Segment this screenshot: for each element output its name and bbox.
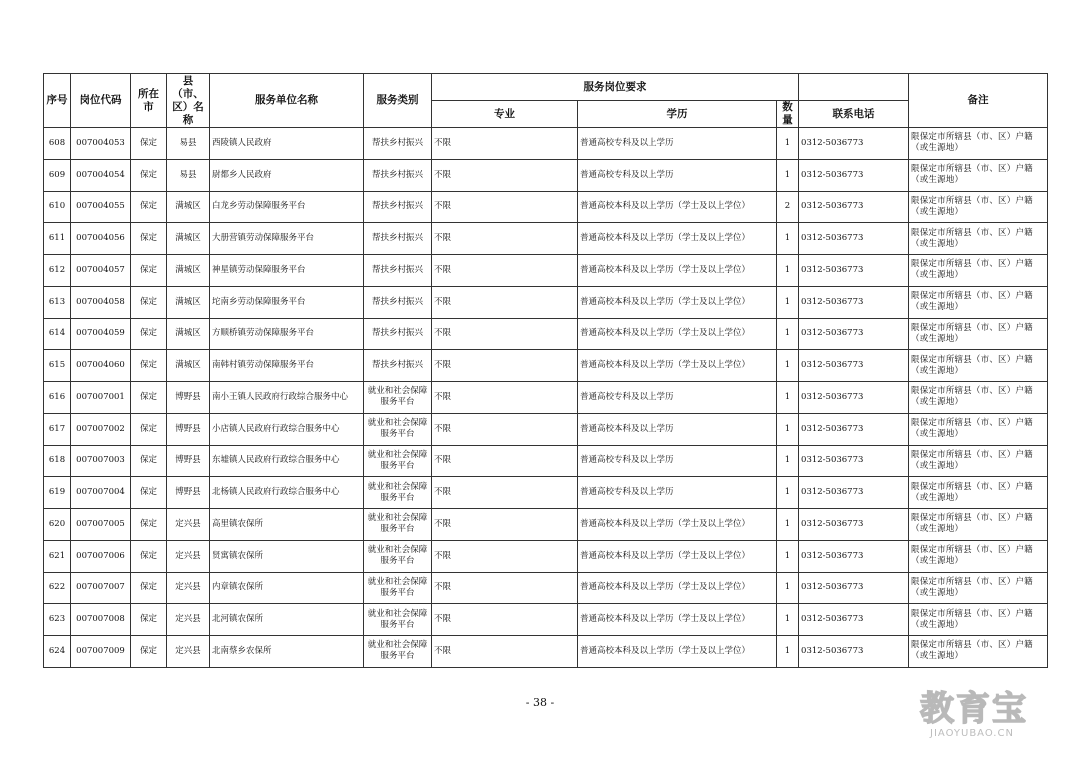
cell-phone: 0312-5036773 <box>799 445 909 477</box>
cell-remarks: 限保定市所辖县（市、区）户籍（或生源地） <box>909 477 1048 509</box>
page-number: - 38 - <box>525 696 555 709</box>
cell-unit: 方顺桥镇劳动保障服务平台 <box>210 318 364 350</box>
cell-county: 满城区 <box>167 255 210 287</box>
cell-phone: 0312-5036773 <box>799 191 909 223</box>
cell-major: 不限 <box>432 477 578 509</box>
cell-phone: 0312-5036773 <box>799 350 909 382</box>
table-row <box>44 159 1048 191</box>
cell-quantity: 1 <box>777 572 799 604</box>
table-row <box>44 382 1048 414</box>
cell-major: 不限 <box>432 540 578 572</box>
cell-city: 保定 <box>131 223 167 255</box>
cell-education: 普通高校本科及以上学历（学士及以上学位） <box>578 540 777 572</box>
header-remarks: 备注 <box>909 74 1048 128</box>
cell-remarks: 限保定市所辖县（市、区）户籍（或生源地） <box>909 382 1048 414</box>
cell-seq: 612 <box>44 255 71 287</box>
cell-unit: 西陵镇人民政府 <box>210 128 364 160</box>
cell-quantity: 1 <box>777 509 799 541</box>
cell-education: 普通高校本科及以上学历（学士及以上学位） <box>578 350 777 382</box>
cell-city: 保定 <box>131 128 167 160</box>
cell-city: 保定 <box>131 636 167 668</box>
table-row <box>44 540 1048 572</box>
cell-phone: 0312-5036773 <box>799 604 909 636</box>
cell-unit: 小店镇人民政府行政综合服务中心 <box>210 413 364 445</box>
cell-remarks: 限保定市所辖县（市、区）户籍（或生源地） <box>909 191 1048 223</box>
cell-remarks: 限保定市所辖县（市、区）户籍（或生源地） <box>909 572 1048 604</box>
cell-quantity: 1 <box>777 636 799 668</box>
cell-county: 易县 <box>167 128 210 160</box>
cell-remarks: 限保定市所辖县（市、区）户籍（或生源地） <box>909 286 1048 318</box>
header-major: 专业 <box>432 101 578 128</box>
cell-major: 不限 <box>432 509 578 541</box>
cell-category: 就业和社会保障服务平台 <box>364 572 432 604</box>
cell-unit: 南韩村镇劳动保障服务平台 <box>210 350 364 382</box>
cell-education: 普通高校专科及以上学历 <box>578 159 777 191</box>
cell-major: 不限 <box>432 223 578 255</box>
cell-seq: 619 <box>44 477 71 509</box>
cell-quantity: 2 <box>777 191 799 223</box>
cell-code: 007004054 <box>71 159 131 191</box>
table-row <box>44 477 1048 509</box>
cell-city: 保定 <box>131 572 167 604</box>
cell-city: 保定 <box>131 509 167 541</box>
cell-phone: 0312-5036773 <box>799 382 909 414</box>
cell-category: 就业和社会保障服务平台 <box>364 445 432 477</box>
cell-seq: 608 <box>44 128 71 160</box>
cell-unit: 南小王镇人民政府行政综合服务中心 <box>210 382 364 414</box>
cell-education: 普通高校本科及以上学历（学士及以上学位） <box>578 223 777 255</box>
cell-seq: 615 <box>44 350 71 382</box>
cell-category: 帮扶乡村振兴 <box>364 318 432 350</box>
cell-code: 007007004 <box>71 477 131 509</box>
header-quantity: 数量 <box>777 101 799 128</box>
cell-education: 普通高校本科及以上学历（学士及以上学位） <box>578 191 777 223</box>
cell-phone: 0312-5036773 <box>799 223 909 255</box>
cell-code: 007004059 <box>71 318 131 350</box>
cell-phone: 0312-5036773 <box>799 572 909 604</box>
cell-county: 满城区 <box>167 223 210 255</box>
cell-remarks: 限保定市所辖县（市、区）户籍（或生源地） <box>909 350 1048 382</box>
cell-quantity: 1 <box>777 128 799 160</box>
cell-education: 普通高校专科及以上学历 <box>578 445 777 477</box>
table-row <box>44 509 1048 541</box>
cell-code: 007007001 <box>71 382 131 414</box>
cell-major: 不限 <box>432 413 578 445</box>
recruitment-table <box>43 73 1048 668</box>
cell-code: 007007005 <box>71 509 131 541</box>
cell-remarks: 限保定市所辖县（市、区）户籍（或生源地） <box>909 159 1048 191</box>
cell-remarks: 限保定市所辖县（市、区）户籍（或生源地） <box>909 318 1048 350</box>
cell-seq: 622 <box>44 572 71 604</box>
cell-county: 定兴县 <box>167 636 210 668</box>
cell-remarks: 限保定市所辖县（市、区）户籍（或生源地） <box>909 413 1048 445</box>
cell-education: 普通高校本科及以上学历（学士及以上学位） <box>578 286 777 318</box>
cell-seq: 610 <box>44 191 71 223</box>
table-row <box>44 128 1048 160</box>
cell-city: 保定 <box>131 286 167 318</box>
cell-city: 保定 <box>131 540 167 572</box>
table-body <box>44 128 1048 668</box>
cell-category: 就业和社会保障服务平台 <box>364 413 432 445</box>
cell-education: 普通高校本科及以上学历 <box>578 413 777 445</box>
cell-phone: 0312-5036773 <box>799 413 909 445</box>
cell-city: 保定 <box>131 413 167 445</box>
cell-quantity: 1 <box>777 540 799 572</box>
cell-phone: 0312-5036773 <box>799 540 909 572</box>
cell-city: 保定 <box>131 445 167 477</box>
cell-code: 007004053 <box>71 128 131 160</box>
watermark-text: 教育宝 <box>920 689 1028 729</box>
cell-code: 007004060 <box>71 350 131 382</box>
cell-phone: 0312-5036773 <box>799 128 909 160</box>
cell-unit: 北南蔡乡农保所 <box>210 636 364 668</box>
table-row <box>44 636 1048 668</box>
cell-quantity: 1 <box>777 413 799 445</box>
cell-category: 帮扶乡村振兴 <box>364 350 432 382</box>
cell-code: 007007009 <box>71 636 131 668</box>
header-city: 所在市 <box>131 74 167 128</box>
cell-city: 保定 <box>131 604 167 636</box>
cell-quantity: 1 <box>777 350 799 382</box>
cell-quantity: 1 <box>777 255 799 287</box>
cell-county: 满城区 <box>167 318 210 350</box>
cell-seq: 614 <box>44 318 71 350</box>
cell-code: 007007008 <box>71 604 131 636</box>
cell-code: 007007007 <box>71 572 131 604</box>
cell-seq: 616 <box>44 382 71 414</box>
cell-quantity: 1 <box>777 286 799 318</box>
cell-quantity: 1 <box>777 318 799 350</box>
table-row <box>44 223 1048 255</box>
cell-county: 定兴县 <box>167 572 210 604</box>
cell-city: 保定 <box>131 255 167 287</box>
cell-city: 保定 <box>131 382 167 414</box>
cell-education: 普通高校本科及以上学历（学士及以上学位） <box>578 604 777 636</box>
cell-major: 不限 <box>432 286 578 318</box>
cell-education: 普通高校专科及以上学历 <box>578 382 777 414</box>
header-requirements: 服务岗位要求 <box>432 74 799 101</box>
cell-seq: 624 <box>44 636 71 668</box>
cell-category: 就业和社会保障服务平台 <box>364 477 432 509</box>
cell-phone: 0312-5036773 <box>799 159 909 191</box>
cell-unit: 贤寓镇农保所 <box>210 540 364 572</box>
cell-category: 就业和社会保障服务平台 <box>364 540 432 572</box>
table-row <box>44 445 1048 477</box>
cell-category: 就业和社会保障服务平台 <box>364 636 432 668</box>
header-unit: 服务单位名称 <box>210 74 364 128</box>
header-education: 学历 <box>578 101 777 128</box>
cell-category: 就业和社会保障服务平台 <box>364 382 432 414</box>
cell-seq: 617 <box>44 413 71 445</box>
table-row <box>44 572 1048 604</box>
cell-major: 不限 <box>432 191 578 223</box>
header-seq: 序号 <box>44 74 71 128</box>
cell-unit: 尉都乡人民政府 <box>210 159 364 191</box>
cell-quantity: 1 <box>777 159 799 191</box>
cell-major: 不限 <box>432 604 578 636</box>
cell-code: 007004055 <box>71 191 131 223</box>
cell-quantity: 1 <box>777 223 799 255</box>
cell-county: 博野县 <box>167 413 210 445</box>
header-category: 服务类别 <box>364 74 432 128</box>
cell-education: 普通高校本科及以上学历（学士及以上学位） <box>578 636 777 668</box>
cell-unit: 白龙乡劳动保障服务平台 <box>210 191 364 223</box>
cell-education: 普通高校本科及以上学历（学士及以上学位） <box>578 509 777 541</box>
table-row <box>44 318 1048 350</box>
cell-education: 普通高校本科及以上学历（学士及以上学位） <box>578 572 777 604</box>
cell-city: 保定 <box>131 191 167 223</box>
cell-remarks: 限保定市所辖县（市、区）户籍（或生源地） <box>909 223 1048 255</box>
table-row <box>44 350 1048 382</box>
cell-unit: 北杨镇人民政府行政综合服务中心 <box>210 477 364 509</box>
cell-phone: 0312-5036773 <box>799 286 909 318</box>
cell-code: 007007003 <box>71 445 131 477</box>
cell-phone: 0312-5036773 <box>799 509 909 541</box>
cell-category: 帮扶乡村振兴 <box>364 191 432 223</box>
table-header <box>44 74 1048 128</box>
cell-phone: 0312-5036773 <box>799 477 909 509</box>
cell-city: 保定 <box>131 350 167 382</box>
cell-remarks: 限保定市所辖县（市、区）户籍（或生源地） <box>909 509 1048 541</box>
cell-unit: 坨南乡劳动保障服务平台 <box>210 286 364 318</box>
header-county: 县（市、区）名称 <box>167 74 210 128</box>
cell-remarks: 限保定市所辖县（市、区）户籍（或生源地） <box>909 255 1048 287</box>
cell-county: 满城区 <box>167 286 210 318</box>
cell-seq: 611 <box>44 223 71 255</box>
cell-county: 博野县 <box>167 445 210 477</box>
cell-seq: 621 <box>44 540 71 572</box>
header-phone-top <box>799 74 909 101</box>
cell-category: 就业和社会保障服务平台 <box>364 509 432 541</box>
table-row <box>44 604 1048 636</box>
cell-major: 不限 <box>432 159 578 191</box>
cell-remarks: 限保定市所辖县（市、区）户籍（或生源地） <box>909 445 1048 477</box>
cell-seq: 613 <box>44 286 71 318</box>
cell-code: 007004058 <box>71 286 131 318</box>
cell-education: 普通高校本科及以上学历（学士及以上学位） <box>578 255 777 287</box>
cell-seq: 620 <box>44 509 71 541</box>
cell-remarks: 限保定市所辖县（市、区）户籍（或生源地） <box>909 636 1048 668</box>
cell-quantity: 1 <box>777 477 799 509</box>
cell-county: 易县 <box>167 159 210 191</box>
cell-education: 普通高校专科及以上学历 <box>578 477 777 509</box>
cell-phone: 0312-5036773 <box>799 636 909 668</box>
watermark-logo <box>920 690 1060 745</box>
cell-major: 不限 <box>432 382 578 414</box>
cell-unit: 内章镇农保所 <box>210 572 364 604</box>
cell-county: 博野县 <box>167 477 210 509</box>
cell-major: 不限 <box>432 636 578 668</box>
cell-major: 不限 <box>432 128 578 160</box>
table-row <box>44 255 1048 287</box>
table-row <box>44 413 1048 445</box>
cell-unit: 北河镇农保所 <box>210 604 364 636</box>
cell-seq: 609 <box>44 159 71 191</box>
cell-remarks: 限保定市所辖县（市、区）户籍（或生源地） <box>909 540 1048 572</box>
cell-unit: 大册营镇劳动保障服务平台 <box>210 223 364 255</box>
cell-education: 普通高校本科及以上学历（学士及以上学位） <box>578 318 777 350</box>
cell-county: 满城区 <box>167 191 210 223</box>
cell-remarks: 限保定市所辖县（市、区）户籍（或生源地） <box>909 604 1048 636</box>
cell-category: 就业和社会保障服务平台 <box>364 604 432 636</box>
cell-city: 保定 <box>131 318 167 350</box>
cell-county: 定兴县 <box>167 509 210 541</box>
cell-seq: 623 <box>44 604 71 636</box>
cell-category: 帮扶乡村振兴 <box>364 286 432 318</box>
cell-remarks: 限保定市所辖县（市、区）户籍（或生源地） <box>909 128 1048 160</box>
cell-quantity: 1 <box>777 382 799 414</box>
cell-county: 定兴县 <box>167 540 210 572</box>
cell-code: 007004056 <box>71 223 131 255</box>
cell-major: 不限 <box>432 255 578 287</box>
table-row <box>44 286 1048 318</box>
cell-county: 定兴县 <box>167 604 210 636</box>
cell-code: 007004057 <box>71 255 131 287</box>
cell-unit: 东墟镇人民政府行政综合服务中心 <box>210 445 364 477</box>
header-phone: 联系电话 <box>799 101 909 128</box>
table-row <box>44 191 1048 223</box>
cell-major: 不限 <box>432 350 578 382</box>
cell-phone: 0312-5036773 <box>799 318 909 350</box>
cell-education: 普通高校专科及以上学历 <box>578 128 777 160</box>
cell-seq: 618 <box>44 445 71 477</box>
cell-quantity: 1 <box>777 604 799 636</box>
cell-category: 帮扶乡村振兴 <box>364 159 432 191</box>
header-code: 岗位代码 <box>71 74 131 128</box>
cell-city: 保定 <box>131 477 167 509</box>
cell-code: 007007002 <box>71 413 131 445</box>
cell-phone: 0312-5036773 <box>799 255 909 287</box>
cell-unit: 高里镇农保所 <box>210 509 364 541</box>
cell-city: 保定 <box>131 159 167 191</box>
cell-major: 不限 <box>432 445 578 477</box>
cell-quantity: 1 <box>777 445 799 477</box>
cell-category: 帮扶乡村振兴 <box>364 128 432 160</box>
cell-major: 不限 <box>432 572 578 604</box>
cell-county: 满城区 <box>167 350 210 382</box>
cell-unit: 神星镇劳动保障服务平台 <box>210 255 364 287</box>
watermark-url: JIAOYUBAO.CN <box>930 728 1014 739</box>
cell-code: 007007006 <box>71 540 131 572</box>
cell-category: 帮扶乡村振兴 <box>364 223 432 255</box>
cell-major: 不限 <box>432 318 578 350</box>
cell-category: 帮扶乡村振兴 <box>364 255 432 287</box>
cell-county: 博野县 <box>167 382 210 414</box>
